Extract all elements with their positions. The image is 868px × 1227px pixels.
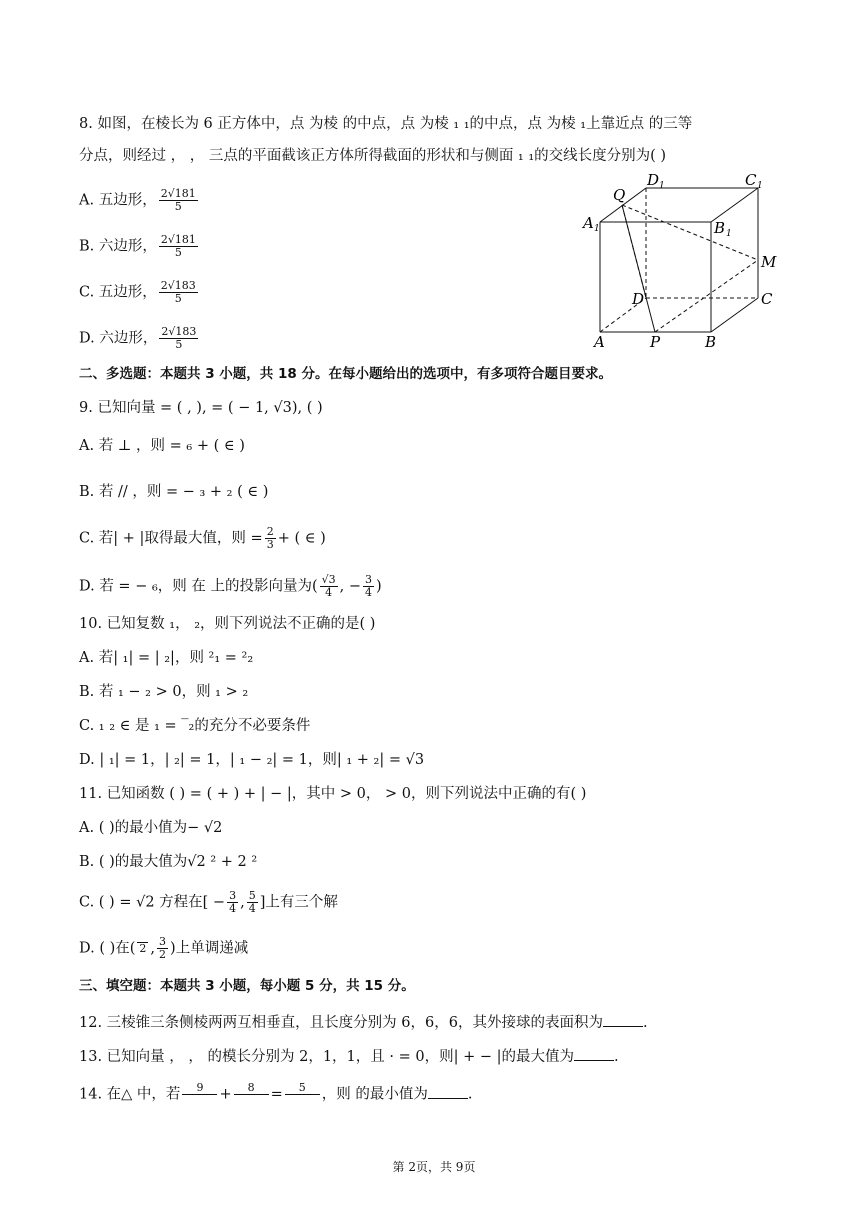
fraction-numerator: 5 [248,889,256,902]
option-text: , [150,940,156,957]
section-3-heading: 三、填空题：本题共 3 小题，每小题 5 分，共 15 分。 [79,978,415,994]
q10-stem: 10. 已知复数 ₁， ₂，则下列说法不正确的是( ) [79,616,376,632]
q10-option-a[interactable]: A. 若| ₁| = | ₂|，则 ²₁ = ²₂ [79,650,254,666]
q9-option-b[interactable]: B. 若 // ，则 = − ₃ + ₂ ( ∈ ) [79,484,269,500]
fraction-denominator: 4 [365,586,373,599]
option-text: D. ( )在( [79,940,136,957]
q9-option-d[interactable] [79,574,382,599]
label-a1: A [583,214,594,232]
fraction-denominator: 5 [174,292,182,305]
label-c: C [761,290,773,308]
fraction-numerator: 2√181 [160,233,196,246]
answer-blank[interactable] [428,1084,468,1099]
equals-sign: = [270,1086,283,1103]
fraction-denominator: 2 [139,942,147,955]
option-text: + ( ∈ ) [277,530,326,547]
q9-option-c[interactable] [79,526,326,551]
label-c1: C [745,171,757,189]
fraction-numerator: 9 [182,1082,217,1095]
question-text: 12. 三棱锥三条侧棱两两互相垂直，且长度分别为 6，6，6，其外接球的表面积为 [79,1015,603,1031]
fraction-numerator: 2√183 [161,325,197,338]
q9-option-a[interactable]: A. 若 ⊥ ，则 = ₆ + ( ∈ ) [79,438,245,454]
option-text: ]上有三个解 [259,894,338,911]
plus-sign: + [219,1086,232,1103]
option-text: ) [376,578,382,595]
fraction-denominator [285,1095,320,1107]
fraction-numerator: 2 [266,525,274,538]
q8-option-a[interactable] [79,188,200,213]
fraction-numerator: 2√181 [160,187,196,200]
question-text: 13. 已知向量 ， ， 的模长分别为 2，1，1，且 · = 0，则| + − |的最大值为 [79,1049,574,1065]
fraction-denominator: 5 [174,246,182,259]
fraction [320,574,338,599]
fraction-numerator: 3 [229,889,237,902]
q11-option-a[interactable]: A. ( )的最小值为− √2 [79,820,223,836]
label-p: P [650,333,661,350]
question-text: ，则 的最小值为 [321,1086,428,1103]
option-label: A. 五边形， [79,192,157,209]
q11-option-c[interactable] [79,890,338,915]
q9-stem: 9. 已知向量 = ( , ), = ( − 1, √3), ( ) [79,400,323,416]
q11-stem: 11. 已知函数 ( ) = ( + ) + | − |，其中 > 0， > 0，则下列说法中正确的有( ) [79,786,587,802]
fraction [159,326,198,351]
q12: 12. 三棱锥三条侧棱两两互相垂直，且长度分别为 6，6，6，其外接球的表面积为 . [79,1012,648,1033]
fraction [265,526,276,551]
option-text: )上单调递减 [170,940,249,957]
fraction [247,890,258,915]
fraction [227,890,238,915]
fraction [182,1082,217,1107]
section-2-heading: 二、多选题：本题共 3 小题，共 18 分。在每小题给出的选项中，有多项符合题目要求。 [79,366,612,382]
fraction-numerator: 3 [159,935,167,948]
q8-stem-line2: 分点，则经过 ， ， 三点的平面截该正方体所得截面的形状和与侧面 ₁ ₁的交线长度分别为( ) [79,148,667,164]
option-text: , [240,894,245,911]
fraction-denominator [182,1095,217,1107]
label-d: D [632,290,645,308]
fraction [137,942,148,955]
fraction-numerator: √3 [321,573,336,586]
question-text: 14. 在△ 中，若 [79,1086,181,1103]
label-b1-sub: 1 [726,229,732,239]
q14: 14. 在△ 中，若 9 + 8 = 5 ，则 的最小值为 . [79,1082,472,1107]
q8-option-c[interactable] [79,280,200,305]
option-label: C. 五边形， [79,284,157,301]
fraction-denominator: 4 [325,586,333,599]
label-q: Q [613,186,626,204]
option-label: D. 六边形， [79,330,158,347]
fraction-denominator: 5 [175,338,183,351]
fraction-numerator: 3 [365,573,373,586]
q8-option-d[interactable] [79,326,200,351]
fraction-numerator: 8 [234,1082,269,1095]
q8-stem-line1: 8. 如图，在棱长为 6 正方体中，点 为棱 的中点，点 为棱 ₁ ₁的中点，点 为棱 ₁上靠近点 的三等 [79,116,693,132]
fraction [363,574,374,599]
page-footer: 第 2页，共 9页 [392,1160,476,1174]
fraction [285,1082,320,1107]
label-d1: D [647,171,660,189]
answer-blank[interactable] [574,1046,614,1061]
fraction [234,1082,269,1107]
q10-option-c[interactable]: C. ₁ ₂ ∈ 是 ₁ = ‾₂的充分不必要条件 [79,718,311,734]
option-label: B. 六边形， [79,238,157,255]
q10-option-b[interactable]: B. 若 ₁ − ₂ > 0，则 ₁ > ₂ [79,684,249,700]
option-text: , − [339,578,362,595]
fraction-denominator: 4 [248,902,256,915]
fraction-denominator: 3 [266,538,274,551]
label-m: M [761,253,777,271]
fraction-denominator: 4 [229,902,237,915]
q11-option-b[interactable]: B. ( )的最大值为√2 ² + 2 ² [79,854,258,870]
q10-option-d[interactable]: D. | ₁| = 1，| ₂| = 1，| ₁ − ₂| = 1，则| ₁ + ₂| = √3 [79,752,425,768]
label-a1-sub: 1 [594,224,600,234]
fraction-denominator: 5 [174,200,182,213]
fraction [159,234,198,259]
label-b: B [705,333,717,350]
q13: 13. 已知向量 ， ， 的模长分别为 2，1，1，且 · = 0，则| + − |的最大值为 . [79,1046,619,1067]
fraction-numerator: 2√183 [160,279,196,292]
fraction-denominator [234,1095,269,1107]
fraction-numerator: 5 [285,1082,320,1095]
label-b1: B [714,219,726,237]
fraction [157,936,168,961]
fraction [159,188,198,213]
fraction [159,280,198,305]
q11-option-d[interactable] [79,936,248,961]
cube-figure [575,170,790,350]
label-d1-sub: 1 [659,181,665,191]
label-a: A [594,333,605,350]
option-text: C. 若| + |取得最大值，则 = [79,530,263,547]
fraction-denominator: 2 [159,948,167,961]
q8-option-b[interactable] [79,234,200,259]
option-text: D. 若 = − ₆，则 在 上的投影向量为( [79,578,318,595]
answer-blank[interactable] [603,1012,643,1027]
label-c1-sub: 1 [757,181,763,191]
option-text: C. ( ) = √2 方程在[ − [79,894,226,911]
